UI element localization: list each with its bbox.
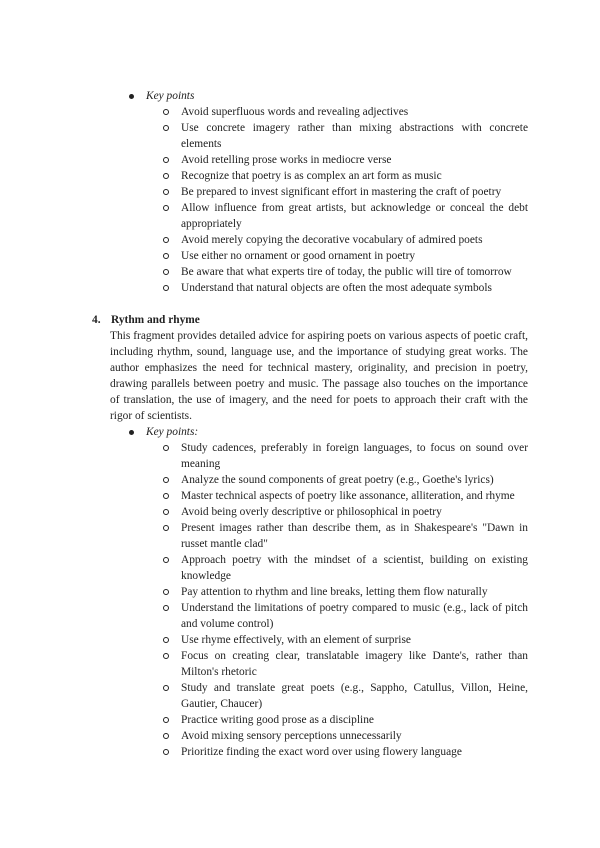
- section-title: Rythm and rhyme: [111, 314, 200, 326]
- list-item: Master technical aspects of poetry like assonance, alliteration, and rhyme: [163, 488, 528, 504]
- list-item: Allow influence from great artists, but acknowledge or conceal the debt appropriately: [163, 200, 528, 232]
- list-item: Practice writing good prose as a discipline: [163, 712, 528, 728]
- key-points-list-2: [128, 440, 528, 760]
- list-item: Analyze the sound components of great poetry (e.g., Goethe's lyrics): [163, 472, 528, 488]
- list-item: Present images rather than describe them, as in Shakespeare's "Dawn in russet mantle clad": [163, 520, 528, 552]
- list-item: Avoid superfluous words and revealing adjectives: [163, 104, 528, 120]
- list-item: Understand the limitations of poetry compared to music (e.g., lack of pitch and volume control): [163, 600, 528, 632]
- list-item: Be aware that what experts tire of today, the public will tire of tomorrow: [163, 264, 528, 280]
- list-item: Avoid being overly descriptive or philosophical in poetry: [163, 504, 528, 520]
- key-points-heading-1: Key points: [128, 88, 528, 104]
- section-number: 4.: [92, 314, 101, 326]
- section-paragraph: This fragment provides detailed advice for aspiring poets on various aspects of poetic craft, including rhythm, sound, language use, and the importance of studying great works. The author emphasizes the need for technical mastery, originality, and precision in poetry, drawing parallels between poetry and music. The passage also touches on the importance of translation, the use of imagery, and the need for poets to approach their craft with the rigor of scientists.: [110, 330, 528, 422]
- list-item: Use concrete imagery rather than mixing abstractions with concrete elements: [163, 120, 528, 152]
- key-points-heading-2: Key points:: [128, 424, 528, 440]
- list-item: Avoid merely copying the decorative vocabulary of admired poets: [163, 232, 528, 248]
- list-item: Focus on creating clear, translatable imagery like Dante's, rather than Milton's rhetoric: [163, 648, 528, 680]
- key-points-block-2: [128, 424, 528, 760]
- list-item: Study cadences, preferably in foreign languages, to focus on sound over meaning: [163, 440, 528, 472]
- list-item: Be prepared to invest significant effort in mastering the craft of poetry: [163, 184, 528, 200]
- list-item: Use rhyme effectively, with an element of surprise: [163, 632, 528, 648]
- section-heading: [92, 312, 200, 328]
- list-item: Avoid mixing sensory perceptions unnecessarily: [163, 728, 528, 744]
- list-item: Approach poetry with the mindset of a scientist, building on existing knowledge: [163, 552, 528, 584]
- key-points-block-1: [128, 88, 528, 296]
- key-points-list-1: [128, 104, 528, 296]
- list-item: Study and translate great poets (e.g., Sappho, Catullus, Villon, Heine, Gautier, Chaucer): [163, 680, 528, 712]
- list-item: Recognize that poetry is as complex an art form as music: [163, 168, 528, 184]
- list-item: Understand that natural objects are often the most adequate symbols: [163, 280, 528, 296]
- list-item: Use either no ornament or good ornament in poetry: [163, 248, 528, 264]
- list-item: Pay attention to rhythm and line breaks, letting them flow naturally: [163, 584, 528, 600]
- list-item: Prioritize finding the exact word over using flowery language: [163, 744, 528, 760]
- list-item: Avoid retelling prose works in mediocre verse: [163, 152, 528, 168]
